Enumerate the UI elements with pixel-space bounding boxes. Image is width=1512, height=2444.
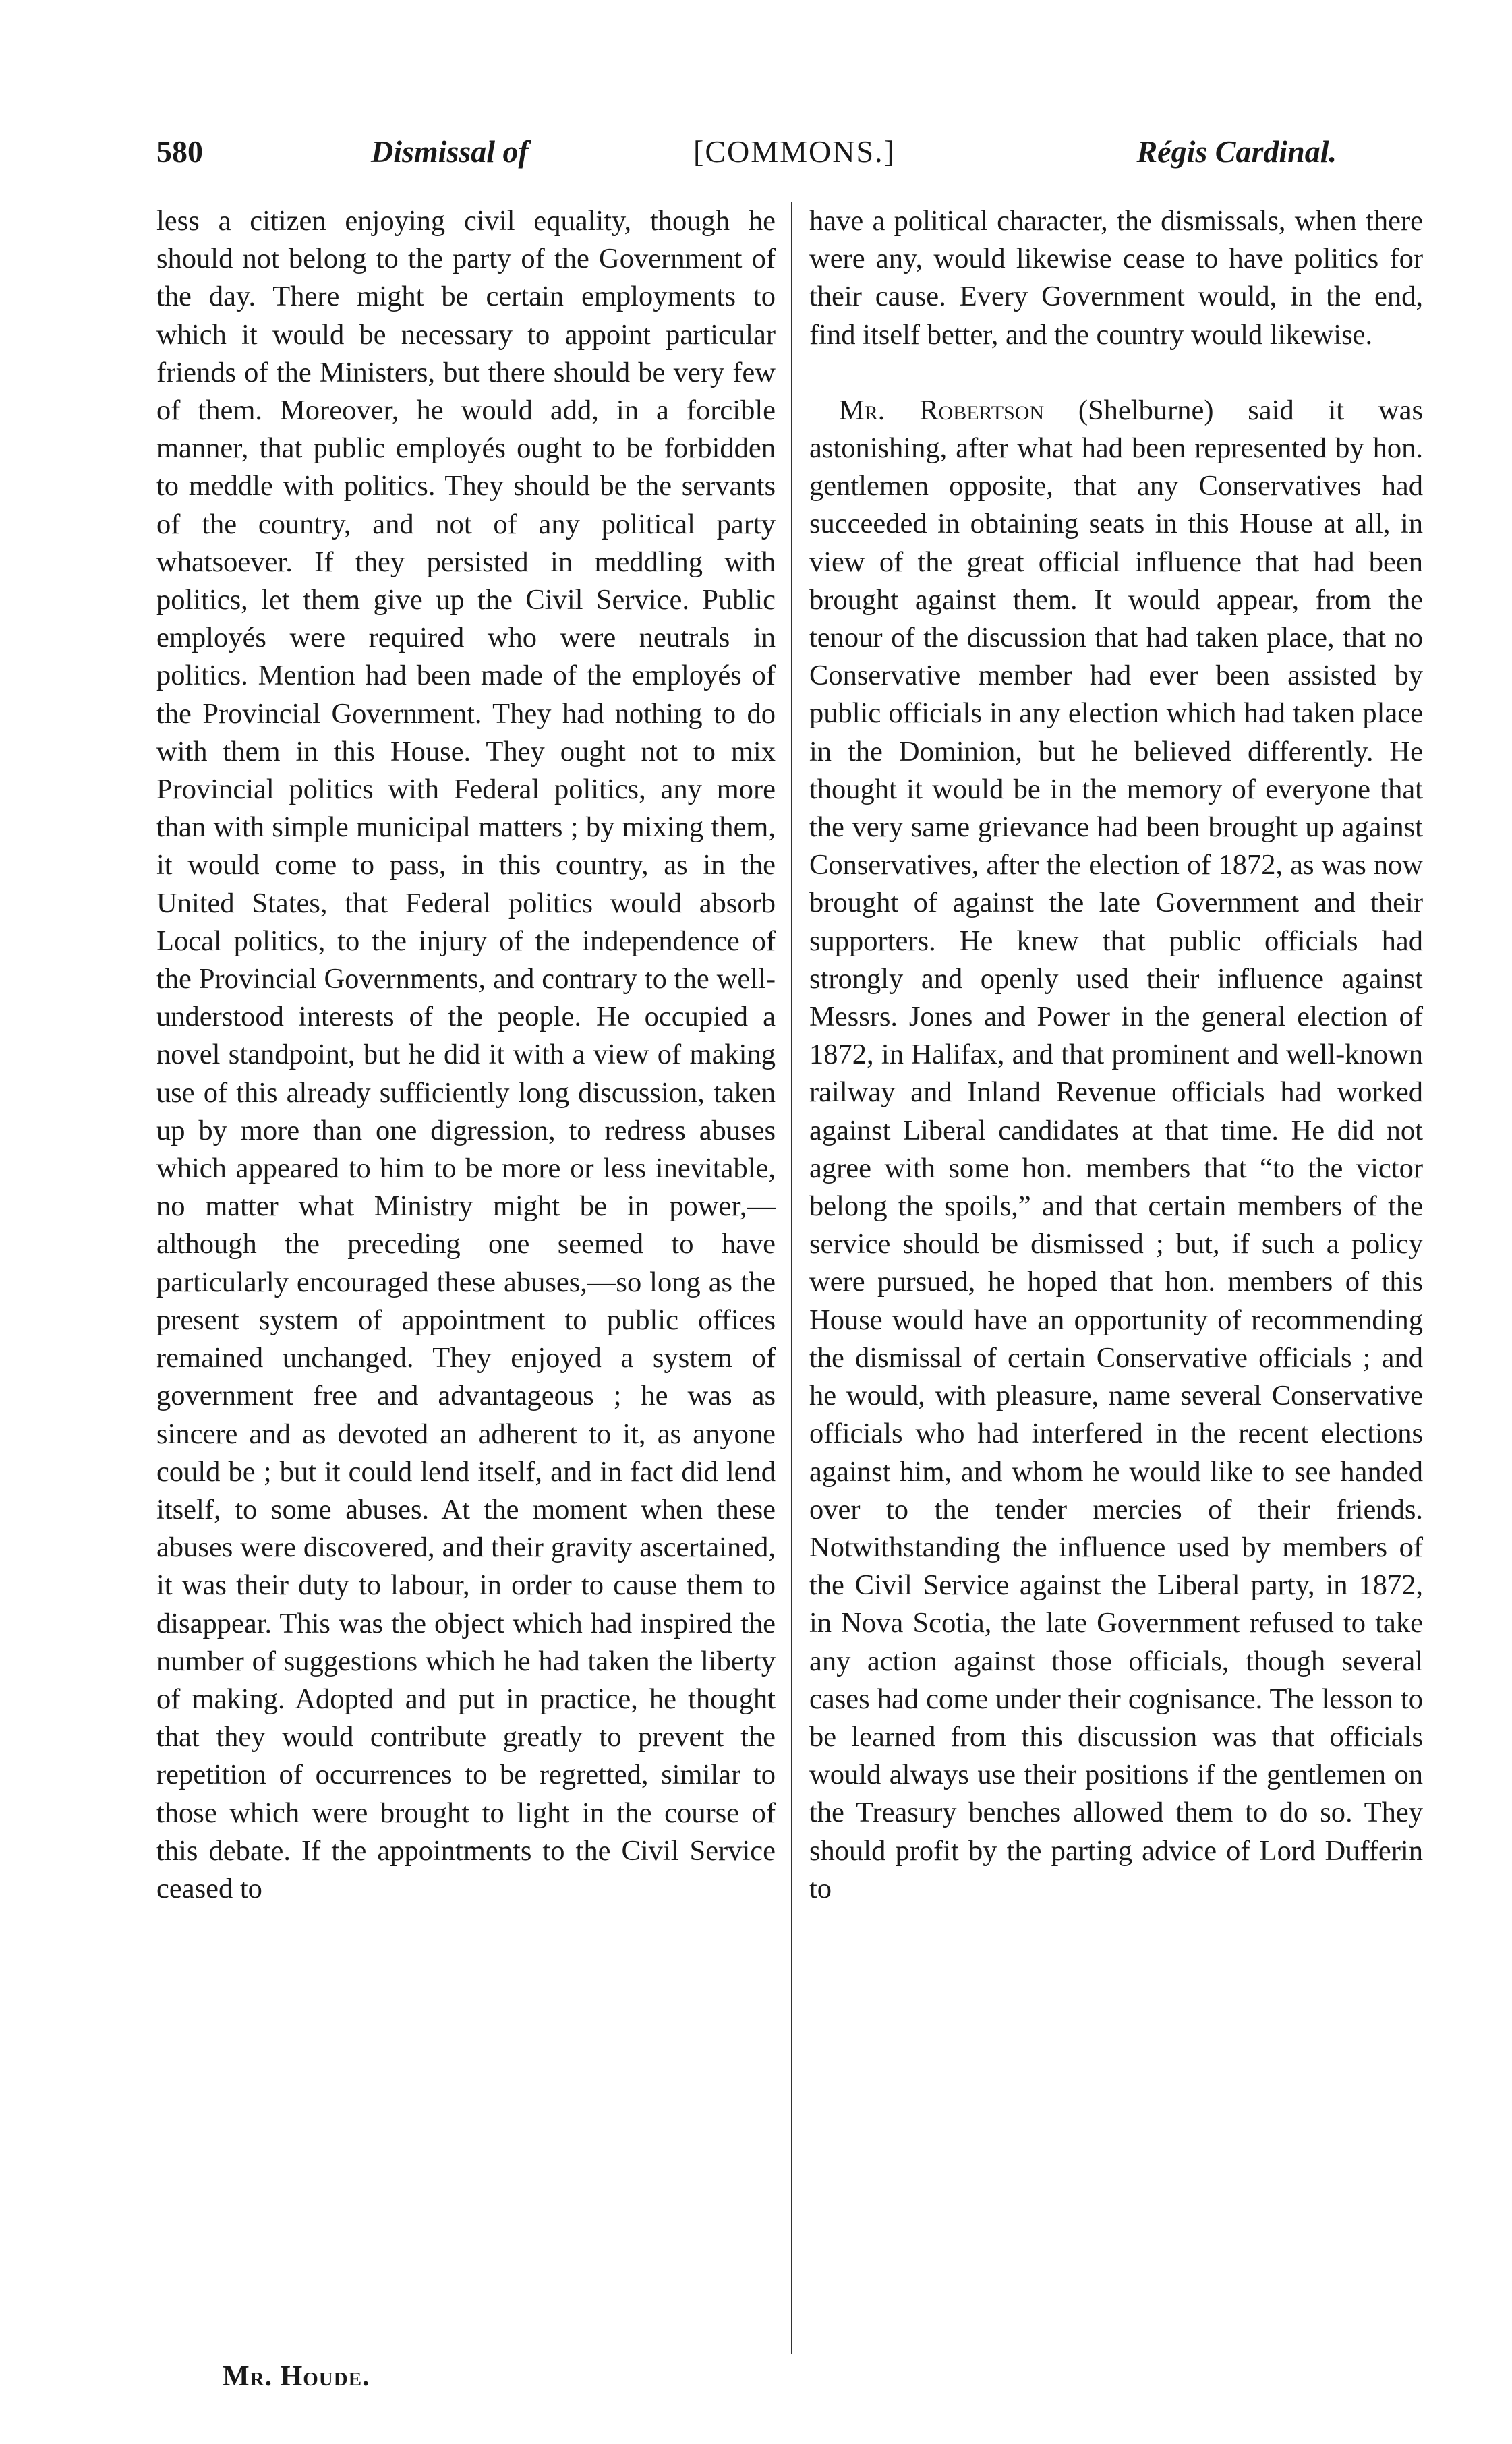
page-number: 580: [156, 134, 203, 169]
header-left-title: Dismissal of: [371, 134, 529, 169]
left-paragraph: less a citizen enjoying civil equality, though he should not belong to the party of the Government of the day. There might be certain employments to which it would be necessary to appoint particular friends of the Ministers, but there should be very few of them. Moreover, he would add, in a forcible manner, that public employés ought to be forbidden to meddle with politics. They should be the servants of the country, and not of any political party whatsoever. If they persisted in meddling with politics, let them give up the Civil Service. Public employés were required who were neutrals in politics. Mention had been made of the employés of the Provincial Government. They had nothing to do with them in this House. They ought not to mix Provincial politics with Federal politics, any more than with simple municipal matters ; by mixing them, it would come to pass, in this country, as in the United States, that Federal politics would absorb Local politics, to the injury of the independence of the Provincial Governments, and contrary to the well-understood interests of the people. He occupied a novel standpoint, but he did it with a view of making use of this already sufficiently long discussion, taken up by more than one digression, to redress abuses which appeared to him to be more or less inevitable, no matter what Ministry might be in power,—although the preceding one seemed to have particularly encouraged these abuses,—so long as the present system of appointment to public offices remained unchanged. They enjoyed a system of government free and advantageous ; he was as sincere and as devoted an adherent to it, as anyone could be ; but it could lend itself, and in fact did lend itself, to some abuses. At the moment when these abuses were discovered, and their gravity ascertained, it was their duty to labour, in order to cause them to disappear. This was the object which had inspired the number of suggestions which he had taken the liberty of making. Adopted and put in practice, he thought that they would contribute greatly to prevent the repetition of occurrences to be regretted, similar to those which were brought to light in the course of this debate. If the appointments to the Civil Service ceased to: [156, 205, 776, 1904]
header-right-title: Régis Cardinal.: [1136, 134, 1337, 169]
speech-text: (Shelburne) said it was astonishing, after what had been represented by hon. gentlemen opposite, that any Conservatives had succeeded in obtaining seats in this House at all, in view of the great official influence that had been brought against them. It would appear, from the tenour of the discussion that had taken place, that no Conservative member had ever been assisted by public officials in any election which had taken place in the Dominion, but he believed differently. He thought it would be in the memory of everyone that the very same grievance had been brought up against Conservatives, after the election of 1872, as was now brought of against the late Government and their supporters. He knew that public officials had strongly and openly used their influence against Messrs. Jones and Power in the general election of 1872, in Halifax, and that prominent and well-known railway and Inland Revenue officials had worked against Liberal candidates at that time. He did not agree with some hon. members that “to the victor belong the spoils,” and that certain members of the service should be dismissed ; but, if such a policy were pursued, he hoped that hon. members of this House would have an opportunity of recommending the dismissal of certain Conservative officials ; and he would, with pleasure, name several Conservative officials who had interfered in the recent elections against him, and whom he would like to see handed over to the tender mercies of their friends. Notwithstanding the influence used by members of the Civil Service against the Liberal party, in 1872, in Nova Scotia, the late Government refused to take any action against those officials, though several cases had come under their cognisance. The lesson to be learned from this discussion was that officials would always use their positions if the gentlemen on the Treasury benches allowed them to do so. They should profit by the parting advice of Lord Dufferin to: [809, 394, 1423, 1904]
running-header: [156, 134, 1337, 181]
header-center-title: [COMMONS.]: [693, 134, 896, 169]
right-paragraph-1: have a political character, the dismissals, when there were any, would likewise cease to have politics for their cause. Every Government would, in the end, find itself better, and the country would likewise.: [809, 205, 1423, 351]
left-column: [156, 202, 776, 1908]
footer-speaker: Mr. Houde.: [223, 2361, 370, 2392]
column-divider: [791, 202, 792, 2354]
right-paragraph-2: [809, 392, 1423, 1908]
right-column: [809, 202, 1423, 1908]
speaker-name: Mr. Robertson: [839, 394, 1045, 426]
